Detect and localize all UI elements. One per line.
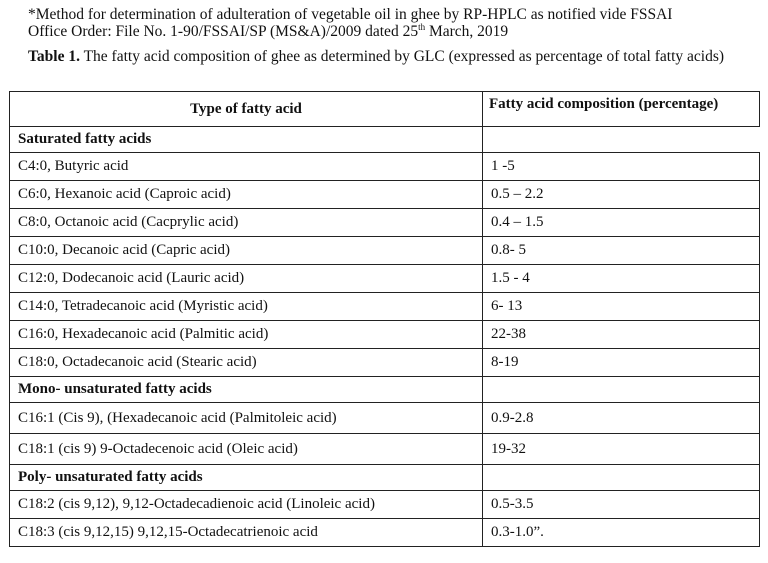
composition-cell: 19-32 (483, 434, 760, 465)
table-row (10, 321, 760, 349)
acid-name-cell: C18:1 (cis 9) 9-Octadecenoic acid (Oleic acid) (10, 434, 483, 465)
note-line-2-tail: March, 2019 (425, 23, 509, 40)
table-row (10, 434, 760, 465)
composition-cell: 8-19 (483, 349, 760, 377)
acid-name-cell: C18:2 (cis 9,12), 9,12-Octadecadienoic acid (Linoleic acid) (10, 491, 483, 519)
method-note (28, 6, 758, 40)
table-row (10, 349, 760, 377)
group-label-poly-unsaturated: Poly- unsaturated fatty acids (10, 465, 483, 491)
acid-name-cell: C10:0, Decanoic acid (Capric acid) (10, 237, 483, 265)
table-caption-text: The fatty acid composition of ghee as determined by GLC (expressed as percentage of total fatty acids) (79, 48, 725, 65)
composition-cell: 6- 13 (483, 293, 760, 321)
composition-cell: 0.9-2.8 (483, 403, 760, 434)
composition-cell: 0.5 – 2.2 (483, 181, 760, 209)
group-empty-cell (483, 465, 760, 491)
acid-name-cell: C18:3 (cis 9,12,15) 9,12,15-Octadecatrienoic acid (10, 519, 483, 547)
note-line-2-text: Office Order: File No. 1-90/FSSAI/SP (MS&A)/2009 dated 25 (28, 23, 419, 40)
table-row (10, 519, 760, 547)
composition-cell: 0.3-1.0”. (483, 519, 760, 547)
acid-name-cell: C6:0, Hexanoic acid (Caproic acid) (10, 181, 483, 209)
composition-cell: 0.5-3.5 (483, 491, 760, 519)
note-line-1: *Method for determination of adulteration of vegetable oil in ghee by RP-HPLC as notified vide FSSAI (28, 6, 673, 23)
note-line-2 (28, 23, 758, 40)
table-header-row (10, 92, 760, 127)
group-empty-cell (483, 377, 760, 403)
header-composition: Fatty acid composition (percentage) (483, 92, 760, 127)
composition-cell: 1.5 - 4 (483, 265, 760, 293)
table-row (10, 153, 760, 181)
table-row (10, 403, 760, 434)
acid-name-cell: C16:1 (Cis 9), (Hexadecanoic acid (Palmitoleic acid) (10, 403, 483, 434)
table-row (10, 209, 760, 237)
note-line-2-sup: th (418, 22, 426, 32)
acid-name-cell: C8:0, Octanoic acid (Cacprylic acid) (10, 209, 483, 237)
acid-name-cell: C12:0, Dodecanoic acid (Lauric acid) (10, 265, 483, 293)
group-label-mono-unsaturated: Mono- unsaturated fatty acids (10, 377, 483, 403)
acid-name-cell: C4:0, Butyric acid (10, 153, 483, 181)
table-row (10, 293, 760, 321)
composition-cell: 1 -5 (483, 153, 760, 181)
acid-name-cell: C14:0, Tetradecanoic acid (Myristic acid) (10, 293, 483, 321)
composition-cell: 22-38 (483, 321, 760, 349)
table-row (10, 237, 760, 265)
group-row-mono-unsaturated (10, 377, 760, 403)
table-caption (28, 48, 748, 66)
group-label-saturated: Saturated fatty acids (10, 127, 483, 153)
table-row (10, 491, 760, 519)
table-caption-label: Table 1. (28, 48, 80, 65)
fatty-acid-table (9, 91, 760, 547)
composition-cell: 0.8- 5 (483, 237, 760, 265)
table-row (10, 181, 760, 209)
group-row-saturated (10, 127, 760, 153)
table-row (10, 265, 760, 293)
acid-name-cell: C16:0, Hexadecanoic acid (Palmitic acid) (10, 321, 483, 349)
group-row-poly-unsaturated (10, 465, 760, 491)
header-type: Type of fatty acid (10, 92, 483, 127)
acid-name-cell: C18:0, Octadecanoic acid (Stearic acid) (10, 349, 483, 377)
composition-cell: 0.4 – 1.5 (483, 209, 760, 237)
